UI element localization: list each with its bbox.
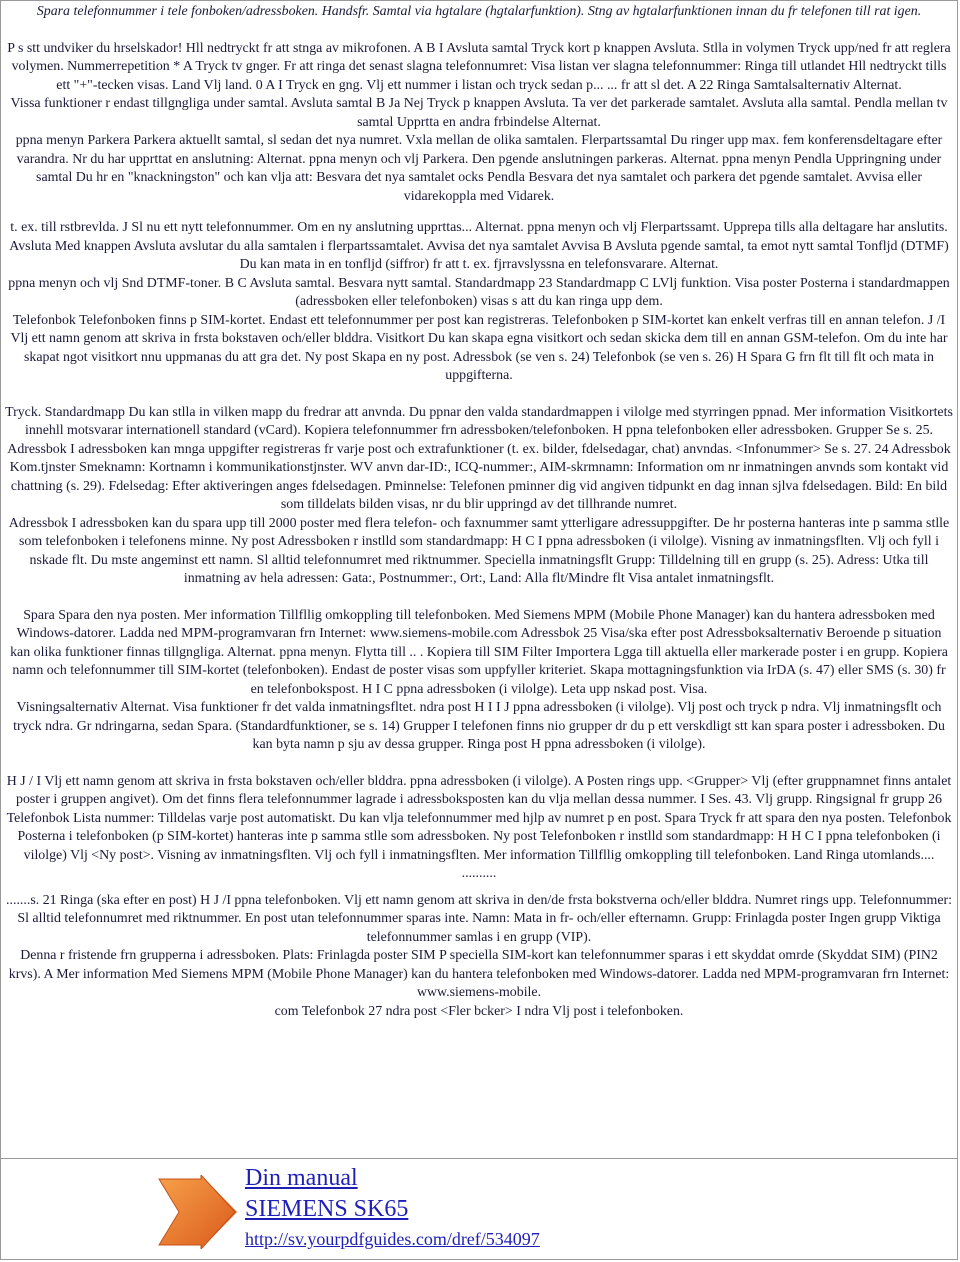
- paragraph-view-options: Visningsalternativ Alternat. Visa funktioner fr det valda inmatningsfltet. ndra post H I I J ppna adressboken (i vilolge). Vlj post och tryck p ndra. Vlj inmatningsflt och tryck ndra. Gr ndringarna, sedan Spara. (Standardfunktioner, se s. 14) Grupper I telefonen finns nio grupper dr du p ett verskdligt stt kan spara poster i adressboken. Du kan byta namn p sju av dessa grupper. Ringa post H ppna adressboken (i vilolge).: [13, 700, 945, 752]
- paragraph-conference: ppna menyn Parkera Parkera aktuellt samtal, sl sedan det nya numret. Vxla mellan de olika samtalen. Flerpartssamtal Du ringer upp max. fem konferensdeltagare efter varandra. Nr du har upprttat en anslutning: Alternat. ppna menyn och vlj Parkera. Den pgende anslutningen parkeras. Alternat. ppna menyn Pendla Uppringning under samtal Du hr en "knackningston" och kan vlja att: Besvara det nya samtalet ocks Pendla Besvara det nya samtalet och parkera det pgende samtalet. Avvisa eller vidarekoppla med Vidarek.: [15, 133, 943, 204]
- paragraph-default-folder: ppna menyn och vlj Snd DTMF-toner. B C Avsluta samtal. Besvara nytt samtal. Standardmapp 23 Standardmapp C LVlj funktion. Visa poster Posterna i standardmappen (adressboken eller telefonboken) visas s att du kan ringa upp dem.: [8, 275, 950, 309]
- manual-text-body: [1, 1, 957, 1021]
- footer-banner: [1, 1158, 957, 1259]
- paragraph-call-functions: Vissa funktioner r endast tillgngliga under samtal. Avsluta samtal B Ja Nej Tryck p knappen Avsluta. Ta ver det parkerade samtalet. Avsluta alla samtal. Pendla mellan tv samtal Upprtta en andra frbindelse Alternat.: [10, 96, 948, 130]
- model-link[interactable]: SIEMENS SK65: [245, 1196, 409, 1222]
- paragraph-calls: P s stt undviker du hrselskador! Hll nedtryckt fr att stnga av mikrofonen. A B I Avsluta samtal Tryck kort p knappen Avsluta. Stlla in volymen Tryck upp/ned fr att reglera volymen. Nummerrepetition * A Tryck tv gnger. Fr att ringa det senast slagna telefonnumret: Visa listan ver slagna telefonnummer: Ringa till utlandet Hll nedtryckt tills ett "+"-tecken visas. Land Vlj land. 0 A I Tryck en gng. Vlj ett nummer i listan och tryck sedan p... ... fr att sl det. A 22 Ringa Samtalsalternativ Alternat.: [7, 40, 951, 93]
- paragraph-dtmf: Avsluta Med knappen Avsluta avslutar du alla samtalen i flerpartssamtalet. Avvisa det nya samtalet Avvisa B Avsluta pgende samtal, ta emot nytt samtal Tonfljd (DTMF) Du kan mata in en tonfljd (siffror) fr att t. ex. fjrravslyssna en telefonsvarare. Alternat.: [9, 238, 949, 272]
- paragraph-phonebook: Telefonbok Telefonboken finns p SIM-kortet. Endast ett telefonnummer per post kan registreras. Telefonboken p SIM-kortet kan enkelt verfras till en annan telefon. J /I Vlj ett namn genom att skriva in frsta bokstaven och/eller blddra. Visitkort Du kan skapa egna visitkort och sedan skicka dem till en annan GSM-telefon. Om du inte har skapat ngot visitkort nnu uppmanas du att gra det. Ny post Skapa en ny post. Adressbok (se ven s. 24) Telefonbok (se ven s. 26) H Spara G frn flt till flt och mata in uppgifterna.: [10, 312, 948, 383]
- paragraph-sim-protected: Denna r fristende frn grupperna i adressboken. Plats: Frinlagda poster SIM P speciella SIM-kort kan telefonnummer sparas i ett skyddat omrde (Skyddat SIM) (PIN2 krvs). A Mer information Med Siemens MPM (Mobile Phone Manager) kan du hantera telefonboken med Windows-datorer. Ladda ned MPM-programvaran frn Internet: www.siemens-mobile.: [8, 948, 950, 1000]
- paragraph-search-entry: .......s. 21 Ringa (ska efter en post) H J /I ppna telefonboken. Vlj ett namn genom att skriva in den/de frsta bokstverna och/eller blddra. Numret rings upp. Telefonnummer: Sl alltid telefonnumret med riktnummer. En post utan telefonnummer sparas inte. Namn: Mata in fr- och/eller efternamn. Grupp: Frinlagda poster Ingen grupp Viktiga telefonnummer samlas i en grupp (VIP).: [6, 892, 952, 945]
- paragraph-save-entry: Spara Spara den nya posten. Mer information Tillfllig omkoppling till telefonboken. Med Siemens MPM (Mobile Phone Manager) kan du hantera adressboken med Windows-datorer. Ladda ned MPM-programvaran frn Internet: www.siemens-mobile.com Adressbok 25 Visa/ska efter post Adressboksalternativ Beroende p situation kan olika funktioner finnas tillgngliga. Alternat. ppna menyn. Flytta till .. . Kopiera till SIM Filter Importera Lgga till aktuella eller markerade poster i en grupp. Kopiera namn och telefonnummer till SIM-kortet (telefonboken). Endast de poster visas som uppfyller kriteriet. Skapa mottagningsfunktion via IrDA (s. 47) eller SMS (s. 30) fr en telefonbokspost. H I C ppna adressboken (i vilolge). Leta upp nskad post. Visa.: [10, 607, 948, 697]
- paragraph-call-entry: H J / I Vlj ett namn genom att skriva in frsta bokstaven och/eller blddra. ppna adressboken (i vilolge). A Posten rings upp. <Grupper> Vlj (efter gruppnamnet finns antalet poster i gruppen angivet). Om det finns flera telefonnummer lagrade i adressboksposten kan du vlja mellan dessa nummer. I Ses. 43. Vlj grupp. Ringsignal fr grupp 26 Telefonbok Lista nummer: Tilldelas varje post automatiskt. Du kan vlja telefonnummer med hjlp av numret p en post. Spara Tryck fr att spara den nya posten. Telefonbok Posterna i telefonboken (p SIM-kortet) hanteras inte p samma stlle som adressboken. Ny post Telefonboken r instlld som standardmapp: H H C I ppna telefonboken (i vilolge) Vlj <Ny post>. Visning av inmatningsflten. Vlj och fyll i inmatningsflten. Mer information Tillfllig omkoppling till telefonboken. Land Ringa utomlands....: [6, 773, 952, 863]
- paragraph-addressbook: Adressbok I adressboken kan du spara upp till 2000 poster med flera telefon- och faxnummer samt ytterligare adressuppgifter. De hr posterna hanteras inte p samma stlle som telefonboken i telefonens minne. Ny post Adressboken r instlld som standardmapp: H C I ppna adressboken (i vilolge). Visning av inmatningsflten. Vlj och fyll i nskade flt. Du mste angeminst ett namn. Sl alltid telefonnumret med riktnummer. Speciella inmatningsflt Grupp: Tilldelning till en grupp (s. 25). Adress: Utka till inmatning av hela adressen: Gata:, Postnummer:, Ort:, Land: Alla flt/Mindre flt Visa antalet inmatningsflt.: [8, 515, 950, 586]
- paragraph-handsfree: Spara telefonnummer i tele fonboken/adressboken. Handsfr. Samtal via hgtalare (hgtalarfunktion). Stng av hgtalarfunktionen innan du fr telefonen till rat igen.: [36, 4, 922, 19]
- manual-links: [245, 1163, 540, 1254]
- manual-title-link[interactable]: Din manual: [245, 1165, 358, 1191]
- manual-url-link[interactable]: http://sv.yourpdfguides.com/dref/534097: [245, 1229, 540, 1249]
- paragraph-vcard: Tryck. Standardmapp Du kan stlla in vilken mapp du fredrar att anvnda. Du ppnar den valda standardmappen i vilolge med styrringen ppnad. Mer information Visitkortets innehll motsvarar internationell standard (vCard). Kopiera telefonnummer frn adressboken/telefonboken. H ppna telefonboken eller adressboken. Grupper Se s. 25. Adressbok I adressboken kan mnga uppgifter registreras fr varje post och extrafunktioner (t. ex. bilder, fdelsedagar, chat) anvndas. <Infonummer> Se s. 27. 24 Adressbok Kom.tjnster Smeknamn: Kortnamn i kommunikationstjnster. WV anvn dar-ID:, ICQ-nummer:, AIM-skrmnamn: Information om nr inmatningen anvnds som kontakt vid chattning (s. 29). Fdelsedag: Efter aktiveringen anges fdelsedagen. Pminnelse: Telefonen pminner dig vid angiven tidpunkt en dag innan sjlva fdelsedagen. Bild: En bild som tilldelats bilden visas, nr du blir uppringd av det tillhrande numret.: [5, 404, 953, 512]
- paragraph-voicemail: t. ex. till rstbrevlda. J Sl nu ett nytt telefonnummer. Om en ny anslutning upprttas... Alternat. ppna menyn och vlj Flerpartssamt. Upprepa tills alla deltagare har anslutits.: [10, 220, 948, 235]
- orange-arrow-icon: [157, 1175, 237, 1249]
- paragraph-edit-entry: com Telefonbok 27 ndra post <Fler bcker> I ndra Vlj post i telefonboken.: [274, 1003, 684, 1019]
- paragraph-ellipsis: ..........: [461, 866, 497, 881]
